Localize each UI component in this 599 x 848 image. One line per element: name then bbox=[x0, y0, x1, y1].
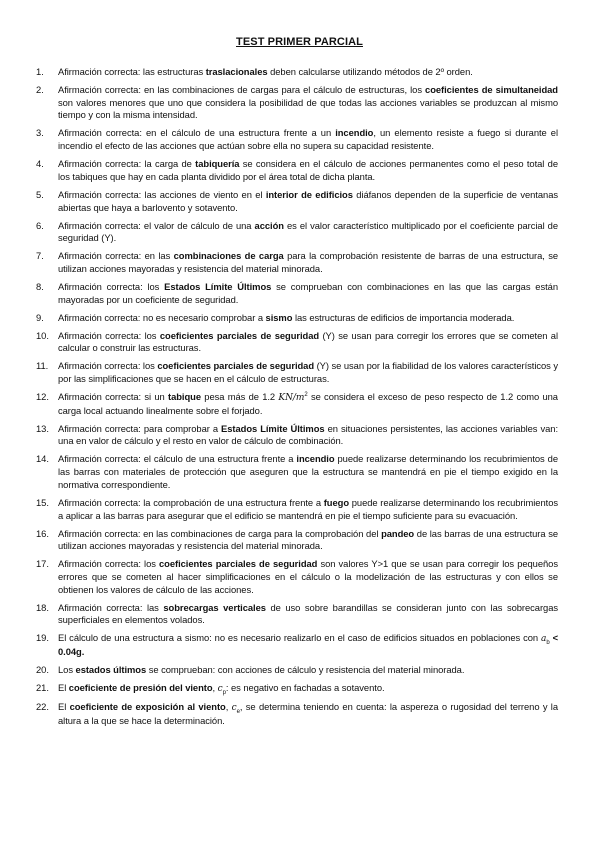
statement-text: Afirmación correcta: las bbox=[58, 601, 164, 613]
statement-text: El bbox=[58, 701, 70, 713]
bold-keyword: tabique bbox=[168, 391, 201, 403]
statement-text: , bbox=[212, 682, 218, 694]
statement-text: El cálculo de una estructura a sismo: no es necesario realizarlo en el caso de edificios situados en poblaciones con bbox=[58, 632, 541, 644]
statement-text: Afirmación correcta: en las combinaciones de cargas para el cálculo de estructuras, los bbox=[58, 84, 426, 95]
bold-keyword: Estados Límite Últimos bbox=[164, 280, 272, 292]
statement-item bbox=[36, 250, 558, 275]
statement-text: b bbox=[546, 640, 550, 647]
statement-item bbox=[36, 330, 558, 355]
statement-item bbox=[36, 682, 558, 696]
statement-number: 5. bbox=[36, 188, 44, 200]
statement-item bbox=[36, 281, 558, 306]
statement-item bbox=[36, 701, 558, 727]
statement-number: 11. bbox=[36, 360, 49, 372]
statement-number: 7. bbox=[36, 250, 44, 262]
math-symbol: KN/m bbox=[278, 393, 305, 404]
bold-keyword: coeficientes parciales de seguridad bbox=[159, 329, 320, 341]
statement-text: Los bbox=[58, 664, 76, 676]
statement-item bbox=[36, 423, 558, 448]
bold-keyword: < 0.04g. bbox=[58, 632, 558, 658]
statement-number: 2. bbox=[36, 84, 44, 95]
statement-item bbox=[36, 632, 558, 658]
statement-text: para la comprobación resistente de barras de una estructura, se utilizan acciones mayoradas y resistencia del material minorada. bbox=[58, 250, 559, 274]
bold-keyword: traslacionales bbox=[205, 66, 268, 77]
bold-keyword: tabiquería bbox=[195, 158, 240, 170]
statement-text: Afirmación correcta: las acciones de viento en el bbox=[58, 188, 266, 200]
statement-text: son valores Y>1 que se usan para corregir los pequeños errores que se cometen al hacer simplificaciones en el cálculo o la modelización de las estructuras y con ellos se obtienen los valores de cálculo de las acciones. bbox=[58, 558, 558, 595]
math-symbol: a bbox=[541, 634, 547, 645]
statement-text: Afirmación correcta: el cálculo de una estructura frente a bbox=[58, 453, 297, 465]
bold-keyword: interior de edificios bbox=[265, 188, 353, 200]
statement-text: , bbox=[225, 701, 232, 713]
statement-item bbox=[36, 66, 558, 79]
statement-text: 2 bbox=[304, 391, 308, 398]
statement-text: las estructuras de edificios de importancia moderada. bbox=[292, 311, 515, 323]
statement-text: de las barras de una estructura se utilizan acciones mayoradas y resistencia del material minorada. bbox=[58, 527, 559, 552]
statement-text: Afirmación correcta: en las bbox=[58, 250, 174, 262]
math-symbol: c bbox=[231, 703, 237, 714]
statement-list bbox=[36, 66, 558, 733]
bold-keyword: coeficientes parciales de seguridad bbox=[157, 360, 315, 372]
statement-text: deben calcularse utilizando métodos de 2º orden. bbox=[267, 66, 473, 77]
statement-text: es el valor característico multiplicado por el coeficiente parcial de seguridad (Y). bbox=[58, 219, 558, 244]
bold-keyword: coeficientes de simultaneidad bbox=[425, 84, 558, 95]
bold-keyword: estados últimos bbox=[75, 664, 147, 676]
bold-keyword: incendio bbox=[335, 127, 374, 139]
statement-item bbox=[36, 220, 558, 245]
statement-text: p bbox=[222, 689, 226, 696]
statement-item bbox=[36, 189, 558, 214]
statement-item bbox=[36, 312, 558, 325]
statement-text: , se determina teniendo en cuenta: la aspereza o rugosidad del terreno y la altura a la que se hace la determinación. bbox=[58, 701, 559, 726]
statement-number: 4. bbox=[36, 158, 44, 170]
statement-item bbox=[36, 127, 558, 152]
bold-keyword: coeficientes parciales de seguridad bbox=[159, 558, 318, 570]
statement-text: se comprueban: con acciones de cálculo y resistencia del material minorada. bbox=[146, 664, 465, 676]
statement-text: El bbox=[58, 682, 69, 694]
statement-item bbox=[36, 158, 558, 183]
statement-text: de uso sobre barandillas se consideran junto con las sobrecargas superficiales en elementos volados. bbox=[58, 601, 558, 626]
statement-item bbox=[36, 391, 558, 417]
statement-text: (Y) se usan para corregir los errores que se cometen al calcular o construir las estructuras. bbox=[58, 329, 558, 354]
statement-text: (Y) se usan por la fiabilidad de los valores característicos y por las simplificaciones que se hacen en el cálculo de estructuras. bbox=[58, 360, 558, 385]
statement-item bbox=[36, 84, 558, 122]
statement-number: 9. bbox=[36, 311, 44, 323]
statement-text: Afirmación correcta: el valor de cálculo de una bbox=[58, 219, 255, 231]
statement-text: se considera en el cálculo de acciones permanentes como el peso total de los tabiques que hay en cada planta dividido por el área total de dicha planta. bbox=[58, 158, 558, 182]
statement-number: 12. bbox=[36, 391, 49, 403]
statement-number: 22. bbox=[36, 701, 49, 713]
bold-keyword: sismo bbox=[265, 311, 293, 323]
statement-item bbox=[36, 664, 558, 677]
bold-keyword: combinaciones de carga bbox=[173, 250, 284, 262]
statement-number: 19. bbox=[36, 632, 49, 644]
statement-text: en situaciones persistentes, las acciones variables van: una en valor de cálculo y el resto en valor de cálculo de combinación. bbox=[58, 422, 558, 447]
statement-text: : es negativo en fachadas a sotavento. bbox=[225, 682, 385, 694]
bold-keyword: coeficiente de presión del viento bbox=[68, 682, 213, 694]
statement-text: Afirmación correcta: los bbox=[58, 329, 160, 341]
statement-number: 14. bbox=[36, 453, 49, 465]
bold-keyword: incendio bbox=[296, 453, 335, 465]
bold-keyword: pandeo bbox=[381, 527, 415, 539]
statement-number: 13. bbox=[36, 422, 49, 434]
statement-text: Afirmación correcta: en el cálculo de una estructura frente a un bbox=[58, 127, 336, 139]
statement-item bbox=[36, 453, 558, 491]
bold-keyword: fuego bbox=[323, 496, 350, 508]
statement-number: 21. bbox=[36, 682, 49, 694]
statement-number: 6. bbox=[36, 219, 44, 231]
statement-text: Afirmación correcta: si un bbox=[58, 391, 168, 403]
math-symbol: c bbox=[217, 684, 223, 695]
statement-number: 10. bbox=[36, 329, 49, 341]
statement-number: 15. bbox=[36, 496, 49, 508]
statement-text: Afirmación correcta: no es necesario comprobar a bbox=[58, 311, 266, 323]
statement-text: puede realizarse determinando los recubrimientos de las barras con materiales de protección que aseguren que la estructura se mantendrá en pie el tiempo exigido en la normativa correspondiente. bbox=[58, 453, 558, 490]
bold-keyword: Estados Límite Últimos bbox=[221, 422, 325, 434]
statement-item bbox=[36, 360, 558, 385]
statement-text: e bbox=[236, 708, 240, 715]
statement-item bbox=[36, 558, 558, 596]
statement-text: puede realizarse determinando los recubrimientos a aplicar a las barras para asegurar que el edificio se mantendrá en pie el tiempo suficiente para su evacuación. bbox=[58, 496, 558, 521]
statement-text: Afirmación correcta: para comprobar a bbox=[58, 422, 222, 434]
statement-text: Afirmación correcta: la comprobación de una estructura frente a bbox=[58, 496, 324, 508]
statement-text: se considera el exceso de peso respecto de 1.2 como una carga local actuando linealmente sobre el forjado. bbox=[58, 391, 558, 416]
statement-text: son valores menores que uno que considera la posibilidad de que todas las acciones variables se produzcan al mismo tiempo y con la misma intensidad. bbox=[58, 96, 558, 121]
statement-number: 17. bbox=[36, 558, 49, 570]
statement-item bbox=[36, 528, 558, 553]
bold-keyword: acción bbox=[254, 219, 284, 231]
statement-number: 3. bbox=[36, 127, 44, 139]
statement-text: Afirmación correcta: la carga de bbox=[58, 158, 196, 170]
document-title: TEST PRIMER PARCIAL bbox=[236, 36, 363, 48]
statement-text: , un elemento resiste a fuego si durante el incendio el efecto de las acciones que actúan sobre ella no supera su capacidad resistente. bbox=[58, 127, 558, 152]
statement-text: Afirmación correcta: los bbox=[58, 360, 158, 372]
statement-number: 8. bbox=[36, 280, 44, 292]
bold-keyword: sobrecargas verticales bbox=[163, 601, 266, 613]
statement-text: diáfanos dependen de la superficie de ventanas abiertas que haya a barlovento y sotavento. bbox=[58, 188, 558, 213]
statement-text: Afirmación correcta: en las combinaciones de carga para la comprobación del bbox=[58, 527, 382, 539]
statement-text: Afirmación correcta: los bbox=[58, 558, 159, 570]
bold-keyword: coeficiente de exposición al viento bbox=[69, 701, 226, 713]
statement-text: Afirmación correcta: las estructuras bbox=[58, 66, 206, 77]
statement-item bbox=[36, 602, 558, 627]
statement-text: Afirmación correcta: los bbox=[58, 280, 165, 292]
statement-number: 1. bbox=[36, 66, 44, 77]
statement-text: pesa más de 1.2 bbox=[201, 391, 279, 403]
statement-number: 16. bbox=[36, 527, 49, 539]
statement-text: se comprueban con combinaciones en las que las cargas están mayoradas por un coeficiente de seguridad. bbox=[58, 280, 558, 305]
statement-item bbox=[36, 497, 558, 522]
statement-number: 20. bbox=[36, 664, 49, 676]
statement-number: 18. bbox=[36, 601, 49, 613]
